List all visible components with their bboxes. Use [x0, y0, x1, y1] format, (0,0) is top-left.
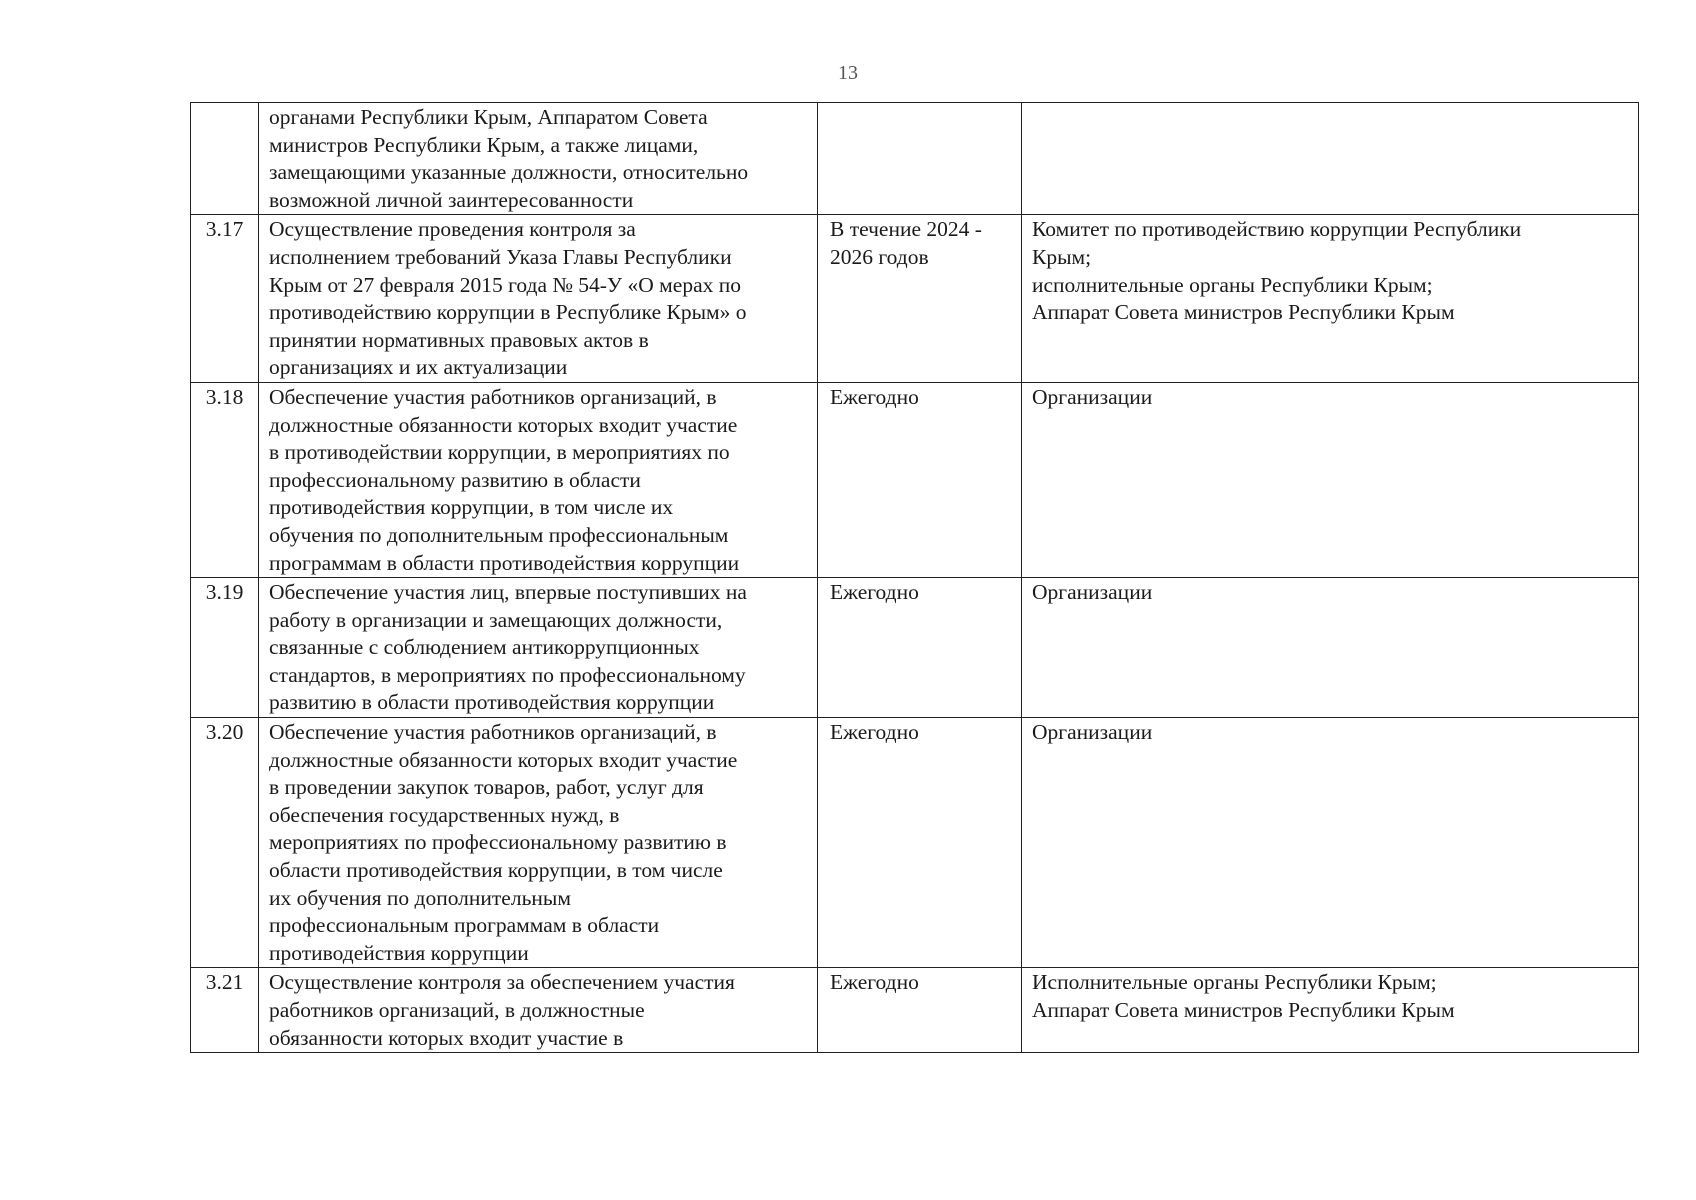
- page-number: 13: [838, 62, 858, 84]
- measure-description-cell: [259, 578, 818, 718]
- measure-description-line: работу в организации и замещающих должности,: [269, 607, 723, 632]
- responsible-line: Организации: [1032, 384, 1153, 409]
- measure-description-line: исполнением требований Указа Главы Республики: [269, 244, 732, 269]
- measure-description-cell: [259, 718, 818, 968]
- measure-description-line: программам в области противодействия коррупции: [269, 550, 740, 575]
- measure-description-line: должностные обязанности которых входит участие: [269, 747, 738, 772]
- measure-description-line: Крым от 27 февраля 2015 года № 54-У «О мерах по: [269, 272, 741, 297]
- responsible-line: Исполнительные органы Республики Крым;: [1032, 970, 1437, 995]
- deadline-cell: [818, 578, 1022, 718]
- measure-description-line: стандартов, в мероприятиях по профессиональному: [269, 662, 746, 687]
- responsible-line: Организации: [1032, 720, 1153, 745]
- measure-description-line: противодействия коррупции: [269, 940, 529, 965]
- deadline-line: Ежегодно: [830, 970, 919, 995]
- measure-description-line: в противодействии коррупции, в мероприятиях по: [269, 440, 730, 465]
- measure-description-cell: [259, 382, 818, 577]
- measure-description-line: обеспечения государственных нужд, в: [269, 802, 620, 827]
- measure-description-line: Обеспечение участия работников организаций, в: [269, 384, 717, 409]
- responsible-line: Комитет по противодействию коррупции Республики: [1032, 217, 1522, 242]
- deadline-line: В течение 2024 -: [830, 217, 982, 242]
- deadline-line: Ежегодно: [830, 580, 919, 605]
- measure-description-line: Осуществление проведения контроля за: [269, 217, 636, 242]
- table-body: [191, 103, 1639, 1053]
- deadline-cell: [818, 968, 1022, 1053]
- table-row: [191, 103, 1639, 215]
- responsible-cell: [1022, 578, 1639, 718]
- table-row: [191, 968, 1639, 1053]
- responsible-cell: [1022, 718, 1639, 968]
- deadline-line: 2026 годов: [830, 244, 929, 269]
- item-number-cell: 3.18: [191, 382, 259, 577]
- measure-description-line: работников организаций, в должностные: [269, 998, 645, 1022]
- table-row: [191, 578, 1639, 718]
- measure-description-line: замещающими указанные должности, относительно: [269, 160, 749, 185]
- deadline-line: Ежегодно: [830, 384, 919, 409]
- measure-description-cell: [259, 215, 818, 383]
- responsible-line: Крым;: [1032, 244, 1092, 269]
- deadline-cell: [818, 215, 1022, 383]
- deadline-cell: [818, 103, 1022, 215]
- measure-description-line: профессиональному развитию в области: [269, 467, 641, 492]
- measures-table: [190, 102, 1639, 1053]
- deadline-line: Ежегодно: [830, 720, 919, 745]
- item-number-cell: [191, 103, 259, 215]
- measure-description-line: развитию в области противодействия коррупции: [269, 690, 715, 715]
- responsible-cell: [1022, 382, 1639, 577]
- measure-description-line: органами Республики Крым, Аппаратом Совета: [269, 105, 708, 129]
- item-number-cell: 3.17: [191, 215, 259, 383]
- measure-description-line: области противодействия коррупции, в том числе: [269, 858, 723, 883]
- measure-description-line: мероприятиях по профессиональному развитию в: [269, 830, 727, 855]
- measure-description-line: возможной личной заинтересованности: [269, 187, 634, 212]
- item-number-cell: 3.21: [191, 968, 259, 1053]
- table-row: [191, 718, 1639, 968]
- measure-description-line: их обучения по дополнительным: [269, 885, 571, 910]
- measure-description-line: должностные обязанности которых входит участие: [269, 412, 738, 437]
- responsible-line: Аппарат Совета министров Республики Крым: [1032, 300, 1455, 325]
- responsible-cell: [1022, 968, 1639, 1053]
- measure-description-line: обязанности которых входит участие в: [269, 1025, 624, 1050]
- responsible-cell: [1022, 215, 1639, 383]
- measure-description-line: Обеспечение участия работников организаций, в: [269, 720, 717, 745]
- measure-description-cell: [259, 103, 818, 215]
- responsible-line: Организации: [1032, 580, 1153, 605]
- measure-description-line: Обеспечение участия лиц, впервые поступивших на: [269, 580, 747, 605]
- measure-description-line: принятии нормативных правовых актов в: [269, 327, 649, 352]
- responsible-cell: [1022, 103, 1639, 215]
- measure-description-cell: [259, 968, 818, 1053]
- deadline-cell: [818, 382, 1022, 577]
- table-row: [191, 382, 1639, 577]
- responsible-line: Аппарат Совета министров Республики Крым: [1032, 998, 1455, 1022]
- measure-description-line: Осуществление контроля за обеспечением участия: [269, 970, 735, 995]
- table-row: [191, 215, 1639, 383]
- measure-description-line: организациях и их актуализации: [269, 355, 568, 380]
- measure-description-line: министров Республики Крым, а также лицами,: [269, 132, 699, 157]
- item-number-cell: 3.20: [191, 718, 259, 968]
- responsible-line: исполнительные органы Республики Крым;: [1032, 272, 1433, 297]
- measure-description-line: в проведении закупок товаров, работ, услуг для: [269, 775, 704, 800]
- deadline-cell: [818, 718, 1022, 968]
- measure-description-line: связанные с соблюдением антикоррупционных: [269, 635, 700, 660]
- measure-description-line: обучения по дополнительным профессиональным: [269, 522, 729, 547]
- item-number-cell: 3.19: [191, 578, 259, 718]
- measure-description-line: профессиональным программам в области: [269, 913, 660, 938]
- measure-description-line: противодействию коррупции в Республике Крым» о: [269, 300, 747, 325]
- measure-description-line: противодействия коррупции, в том числе их: [269, 495, 674, 520]
